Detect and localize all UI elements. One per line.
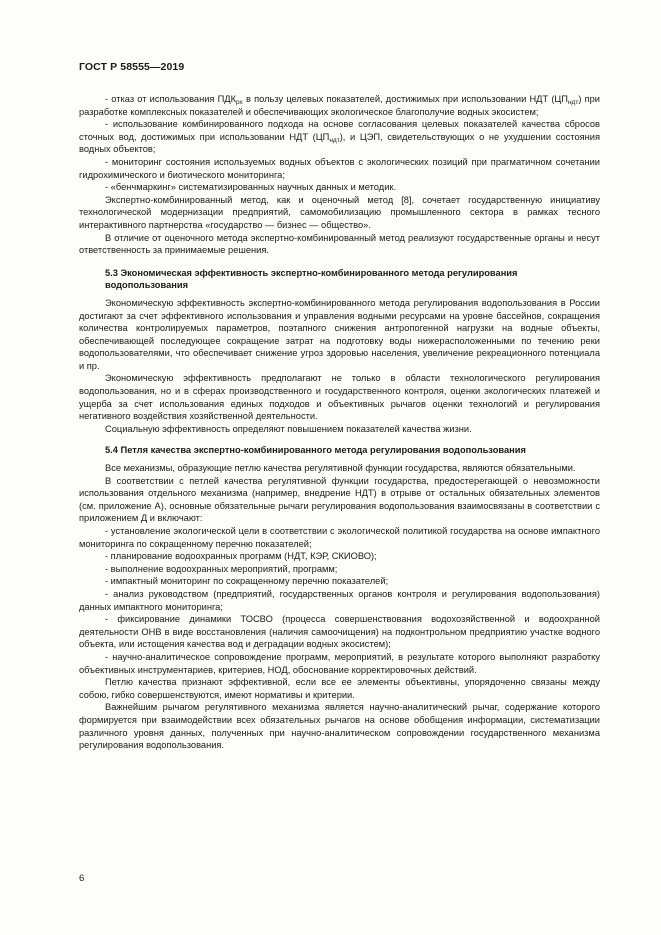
list-item: - использование комбинированного подхода на основе согласования целевых показателей качества сбросов сточных вод, достижимых при использовании НДТ $(ЦП_{ндт})$, и ЦЭП, свидетельствующих о не ухудшении состояния водных объектов;	[79, 119, 601, 155]
list-item: - научно-аналитическое сопровождение программ, мероприятий, в результате которого выполняют разработку объективных инструментариев, критериев, НОД, обоснование корректировочных действий.	[79, 651, 600, 675]
list-item: - планирование водоохранных программ (НДТ, КЭР, СКИОВО);	[105, 551, 377, 562]
list-item: - установление экологической цели в соответствии с экологической политикой государства на основе импактного мониторинга по сокращенному перечню показателей;	[79, 526, 600, 549]
list-item: - «бенчмаркинг» систематизированных научных данных и методик.	[105, 182, 397, 193]
paragraph: Петлю качества признают эффективной, если все ее элементы объективны, упорядоченно связаны между собою, гибко совершенствуются, имеют нормативы и критерии.	[79, 677, 600, 700]
document-body	[79, 93, 600, 752]
list-item: - выполнение водоохранных мероприятий, программ;	[105, 563, 338, 574]
paragraph: Экономическую эффективность предполагают не только в области технологического регулирования водопользования, но и в сферах производственного и государственного контроля, оценки экологических платежей и ущерба за счет использования единых подходов и объективных рычагов оценки технологий и регулирования негативного воздействия хозяйственной деятельности.	[79, 373, 600, 422]
paragraph: Все механизмы, образующие петлю качества регулятивной функции государства, являются обязательными.	[105, 463, 576, 474]
paragraph: Важнейшим рычагом регулятивного механизма является научно-аналитический рычаг, содержание которого формируется при взаимодействии всех обязательных рычагов на основе обобщения информации, систематизации различного уровня данных, полученных при научно-аналитическом сопровождении государственного механизма регулирования водопользования.	[79, 702, 600, 751]
page-number: 6	[79, 873, 85, 884]
section-heading-5-3: 5.3 Экономическая эффективность экспертно-комбинированного метода регулирования водопользования	[105, 267, 518, 291]
list-item: - фиксирование динамики ТОСВО (процесса совершенствования водохозяйственной и водоохранной деятельности ОНВ в виде восстановления (наличия самоочищения) на подконтрольном предприятию участке водного объекта, или истощения качества вод и деградации водных экосистем);	[79, 614, 600, 650]
document-header: ГОСТ Р 58555—2019	[79, 61, 185, 73]
paragraph: В отличие от оценочного метода экспертно-комбинированный метод реализуют государственные органы и несут ответственность за принимаемые решения.	[79, 232, 600, 256]
section-heading-5-4: 5.4 Петля качества экспертно-комбинированного метода регулирования водопользования	[105, 445, 526, 456]
list-item: - мониторинг состояния используемых водных объектов с экологических позиций при прагматичном сочетании гидрохимического и биотического мониторинга;	[79, 156, 600, 180]
paragraph: Экспертно-комбинированный метод, как и оценочный метод [8], сочетает государственную инициативу технологической модернизации предприятий, самомобилизацию промышленного сектора в рамках тесного интерактивного партнерства «государство — бизнес — общество».	[79, 194, 600, 230]
list-item: - импактный мониторинг по сокращенному перечню показателей;	[105, 576, 389, 587]
list-item: - отказ от использования $ПДК_{рх}$ в пользу целевых показателей, достижимых при использовании НДТ $(ЦП_{ндт})$ при разработке комплексных показателей и обеспечивающих экологическое благополучие водных экосистем;	[79, 94, 600, 117]
paragraph: Социальную эффективность определяют повышением показателей качества жизни.	[105, 423, 472, 434]
list-item: - анализ руководством (предприятий, государственных органов контроля и регулирования водопользования) данных импактного мониторинга;	[79, 588, 600, 612]
paragraph: В соответствии с петлей качества регулятивной функции государства, предостерегающей о невозможности использования отдельного механизма (например, внедрение НДТ) в отрыве от остальных обязательных элементов (см. приложение А), основные обязательные рычаги регулирования водопользования взаимосвязаны в соответствии с приложением Д и включают:	[79, 475, 600, 524]
paragraph: Экономическую эффективность экспертно-комбинированного метода регулирования водопользования в России достигают за счет эффективного использования и управления водными ресурсами на уровне бассейнов, сокращения количества контролируемых параметров, поэтапного снижения антропогенной нагрузки на водные объекты, обеспечивающей последующее сокращение затрат на подготовку воды нижерасположенными по течению реки водопользователями, что обеспечивает снижение угроз здоровью населения, увеличение рекреационного потенциала и пр.	[79, 297, 600, 371]
